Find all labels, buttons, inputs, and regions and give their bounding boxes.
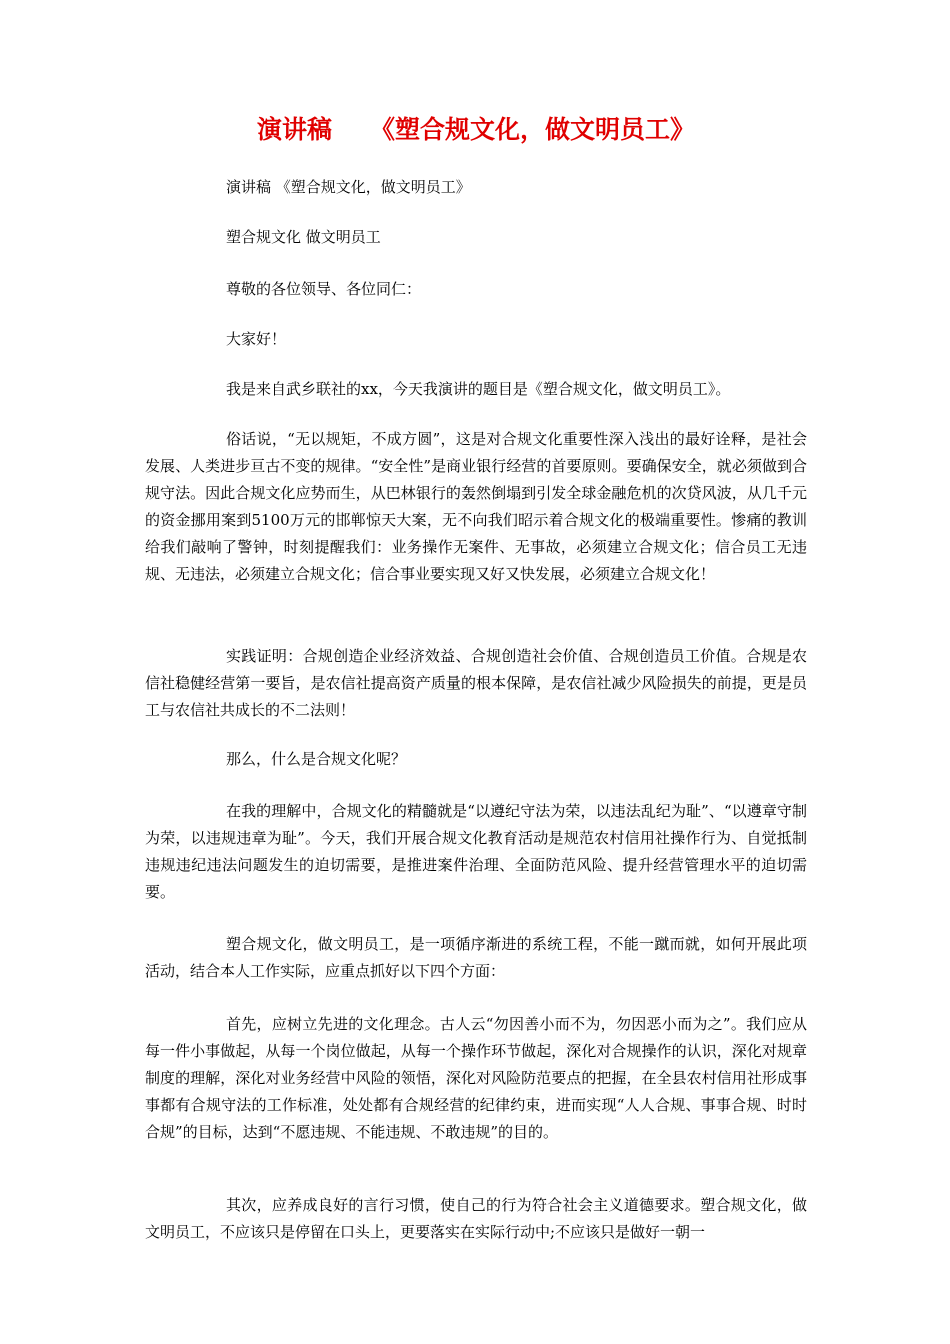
paragraph-subtitle: 演讲稿 《塑合规文化，做文明员工》 xyxy=(226,178,471,196)
paragraph-first: 首先，应树立先进的文化理念。古人云“勿因善小而不为，勿因恶小而为之”。我们应从每一件小事做起，从每一个岗位做起，从每一个操作环节做起，深化对合规操作的认识，深化对规章制度的理解，深化对业务经营中风险的领悟，深化对风险防范要点的把握，在全县农村信用社形成事事都有合规守法的工作标准，处处都有合规经营的纪律约束，进而实现“人人合规、事事合规、时时合规”的目标，达到“不愿违规、不能违规、不敢违规”的目的。 xyxy=(145,1015,807,1141)
paragraph-introduction: 我是来自武乡联社的xx，今天我演讲的题目是《塑合规文化，做文明员工》。 xyxy=(226,380,731,398)
paragraph-theme: 塑合规文化 做文明员工 xyxy=(226,228,381,246)
paragraph-second: 其次，应养成良好的言行习惯，使自己的行为符合社会主义道德要求。塑合规文化，做文明员工，不应该只是停留在口头上，更要落实在实际行动中;不应该只是做好一朝一 xyxy=(145,1196,807,1241)
document-title xyxy=(145,113,807,147)
title-part-1: 演讲稿 xyxy=(256,115,332,144)
paragraph-question: 那么，什么是合规文化呢？ xyxy=(226,750,407,768)
paragraph-approach: 塑合规文化，做文明员工，是一项循序渐进的系统工程，不能一蹴而就，如何开展此项活动，结合本人工作实际，应重点抓好以下四个方面： xyxy=(145,935,807,980)
paragraph-proverb: 俗话说，“无以规矩，不成方圆”，这是对合规文化重要性深入浅出的最好诠释，是社会发展、人类进步亘古不变的规律。“安全性”是商业银行经营的首要原则。要确保安全，就必须做到合规守法。因此合规文化应势而生，从巴林银行的轰然倒塌到引发全球金融危机的次贷风波，从几千元的资金挪用案到5100万元的邯郸惊天大案，无不向我们昭示着合规文化的极端重要性。惨痛的教训给我们敲响了警钟，时刻提醒我们：业务操作无案件、无事故，必须建立合规文化；信合员工无违规、无违法，必须建立合规文化；信合事业要实现又好又快发展，必须建立合规文化！ xyxy=(145,430,807,583)
paragraph-salutation: 尊敬的各位领导、各位同仁： xyxy=(226,280,422,298)
paragraph-practice: 实践证明：合规创造企业经济效益、合规创造社会价值、合规创造员工价值。合规是农信社稳健经营第一要旨，是农信社提高资产质量的根本保障，是农信社减少风险损失的前提，更是员工与农信社共成长的不二法则！ xyxy=(145,647,807,719)
title-part-2: 《塑合规文化，做文明员工》 xyxy=(370,115,696,144)
page-bottom-clip xyxy=(145,1192,807,1246)
paragraph-greeting: 大家好！ xyxy=(226,330,287,348)
paragraph-understanding: 在我的理解中，合规文化的精髓就是“以遵纪守法为荣，以违法乱纪为耻”、“以遵章守制为荣，以违规违章为耻”。今天，我们开展合规文化教育活动是规范农村信用社操作行为、自觉抵制违规违纪违法问题发生的迫切需要，是推进案件治理、全面防范风险、提升经营管理水平的迫切需要。 xyxy=(145,802,807,901)
